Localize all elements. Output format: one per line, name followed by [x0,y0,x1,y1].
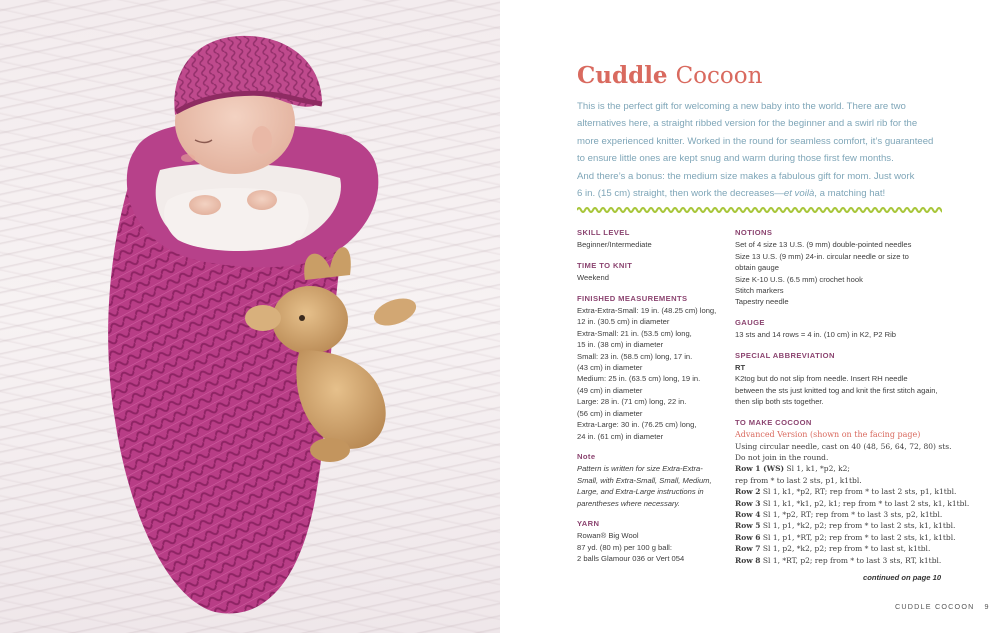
intro-line-last [577,185,942,202]
row-label: Row 4 [735,509,761,519]
yarn-line: 87 yd. (80 m) per 100 g ball: [577,542,672,552]
time-to-knit-section [577,260,727,284]
row-instruction [735,555,955,566]
note-line: Large, and Extra-Large instructions in [577,487,704,497]
to-make-cocoon-section [735,417,970,566]
row-instruction [735,520,955,531]
left-column [577,227,727,574]
notions-line: Set of 4 size 13 U.S. (9 mm) double-pointed needles [735,240,912,250]
row-text: Sl 1, k1, *k1, p2, k1; rep from * to last 2 sts, k1, k1tbl. [762,498,970,508]
note-line: Small, with Extra-Small, Small, Medium, [577,475,712,485]
special-abbreviation-heading: SPECIAL ABBREVIATION [735,350,835,360]
intro-paragraph [577,98,942,202]
row-text: Sl 1, *p2, RT; rep from * to last 3 sts, p2, k1tbl. [762,509,943,519]
advanced-version-subheading: Advanced Version (shown on the facing page) [735,430,921,440]
row-label: Row 6 [735,532,761,542]
notions-heading: NOTIONS [735,228,773,237]
title-word-cocoon: Cocoon [675,63,763,89]
note-line: Pattern is written for size Extra-Extra- [577,464,703,474]
continued-note: continued on page 10 [863,573,942,582]
notions-line: Tapestry needle [735,297,789,307]
row-text: Sl 1, k1, *p2, k2; [786,464,850,474]
row-label: Row 3 [735,498,761,508]
running-head: CUDDLE COCOON [895,602,975,611]
page-number: 9 [984,602,990,611]
notions-line: Stitch markers [735,286,784,296]
row-instruction [735,509,955,520]
row-label: Row 1 (WS) [735,464,785,474]
right-column [735,227,970,575]
yarn-section [577,518,727,565]
measurement-line: Extra-Small: 21 in. (53.5 cm) long, [577,328,692,338]
instruction-line: Do not join in the round. [735,452,829,462]
row-text: Sl 1, p1, *k2, p2; rep from * to last 2 sts, k1, k1tbl. [762,521,956,531]
measurement-line: Small: 23 in. (58.5 cm) long, 17 in. [577,351,693,361]
gauge-section [735,317,955,341]
measurement-line: Medium: 25 in. (63.5 cm) long, 19 in. [577,374,701,384]
note-heading: Note [577,451,596,461]
instruction-line: Using circular needle, cast on 40 (48, 56, 64, 72, 80) sts. [735,441,952,451]
abbreviation-line: K2tog but do not slip from needle. Insert RH needle [735,374,908,384]
row-text: Sl 1, *RT, p2; rep from * to last 3 sts, RT, k1tbl. [762,555,942,565]
row-text: Sl 1, k1, *p2, RT; rep from * to last 2 sts, p1, k1tbl. [762,487,957,497]
yarn-heading: YARN [577,518,600,528]
abbreviation-term: RT [735,363,746,373]
measurement-line: 24 in. (61 cm) in diameter [577,431,664,441]
row-text: rep from * to last 2 sts, p1, k1tbl. [735,475,862,485]
row-text: Sl 1, p1, *RT, p2; rep from * to last 2 sts, k1, k1tbl. [762,532,956,542]
measurement-line: (49 cm) in diameter [577,385,643,395]
page-footer [895,602,990,611]
intro-line: And there’s a bonus: the medium size makes a fabulous gift for mom. Just work [577,170,915,182]
row-instruction [735,463,955,474]
time-to-knit-heading: TIME TO KNIT [577,260,633,270]
skill-level-value: Beginner/Intermediate [577,240,652,250]
time-to-knit-value: Weekend [577,273,609,283]
special-abbreviation-section [735,350,955,408]
measurement-line: 12 in. (30.5 cm) in diameter [577,317,670,327]
wavy-divider [577,205,942,215]
notions-section [735,227,955,308]
row-label: Row 2 [735,487,761,497]
skill-level-heading: SKILL LEVEL [577,228,630,237]
gauge-value: 13 sts and 14 rows = 4 in. (10 cm) in K2, P2 Rib [735,330,897,340]
notions-line: Size 13 U.S. (9 mm) 24-in. circular needle or size to [735,251,909,261]
yarn-line: 2 balls Glamour 036 or Vert 054 [577,554,685,564]
abbreviation-line: between the sts just knitted tog and knit the first stitch again, [735,385,938,395]
measurement-line: 15 in. (38 cm) in diameter [577,340,664,350]
row-label: Row 5 [735,521,761,531]
measurement-line: (56 cm) in diameter [577,408,643,418]
intro-line: alternatives here, a straight ribbed version for the beginner and a swirl rib for the [577,118,918,130]
note-line: parentheses where necessary. [577,498,680,508]
notions-line: Size K-10 U.S. (6.5 mm) crochet hook [735,274,863,284]
notions-line: obtain gauge [735,263,779,273]
measurement-line: Extra-Large: 30 in. (76.25 cm) long, [577,420,697,430]
finished-measurements-section [577,293,727,442]
intro-line: This is the perfect gift for welcoming a new baby into the world. There are two [577,101,906,112]
page-title [577,62,762,89]
row-instruction [735,486,955,497]
row-instruction [735,498,970,509]
row-instruction [735,475,955,486]
to-make-cocoon-heading: TO MAKE COCOON [735,417,812,427]
row-label: Row 8 [735,555,761,565]
row-instruction [735,532,955,543]
measurement-line: (43 cm) in diameter [577,363,643,373]
intro-italic-phrase: et voilà [783,188,815,200]
intro-last-a: 6 in. (15 cm) straight, then work the decreases— [577,188,784,200]
abbreviation-line: then slip both sts together. [735,397,824,407]
intro-last-b: , a matching hat! [814,188,886,200]
finished-measurements-heading: FINISHED MEASUREMENTS [577,293,688,303]
intro-line: more experienced knitter. Worked in the round for seamless comfort, it’s guaranteed [577,135,934,147]
yarn-line: Rowan® Big Wool [577,531,639,541]
gauge-heading: GAUGE [735,317,765,327]
row-label: Row 7 [735,544,761,554]
row-text: Sl 1, p2, *k2, p2; rep from * to last st, k1tbl. [762,544,931,554]
measurement-line: Large: 28 in. (71 cm) long, 22 in. [577,397,687,407]
skill-level-section [577,227,727,251]
note-section [577,451,727,509]
title-word-cuddle: Cuddle [577,62,668,89]
measurement-line: Extra-Extra-Small: 19 in. (48.25 cm) long, [577,306,717,316]
intro-line: to ensure little ones are kept snug and warm during those first few months. [577,153,894,165]
pattern-page [500,0,1000,633]
row-instruction [735,543,955,554]
